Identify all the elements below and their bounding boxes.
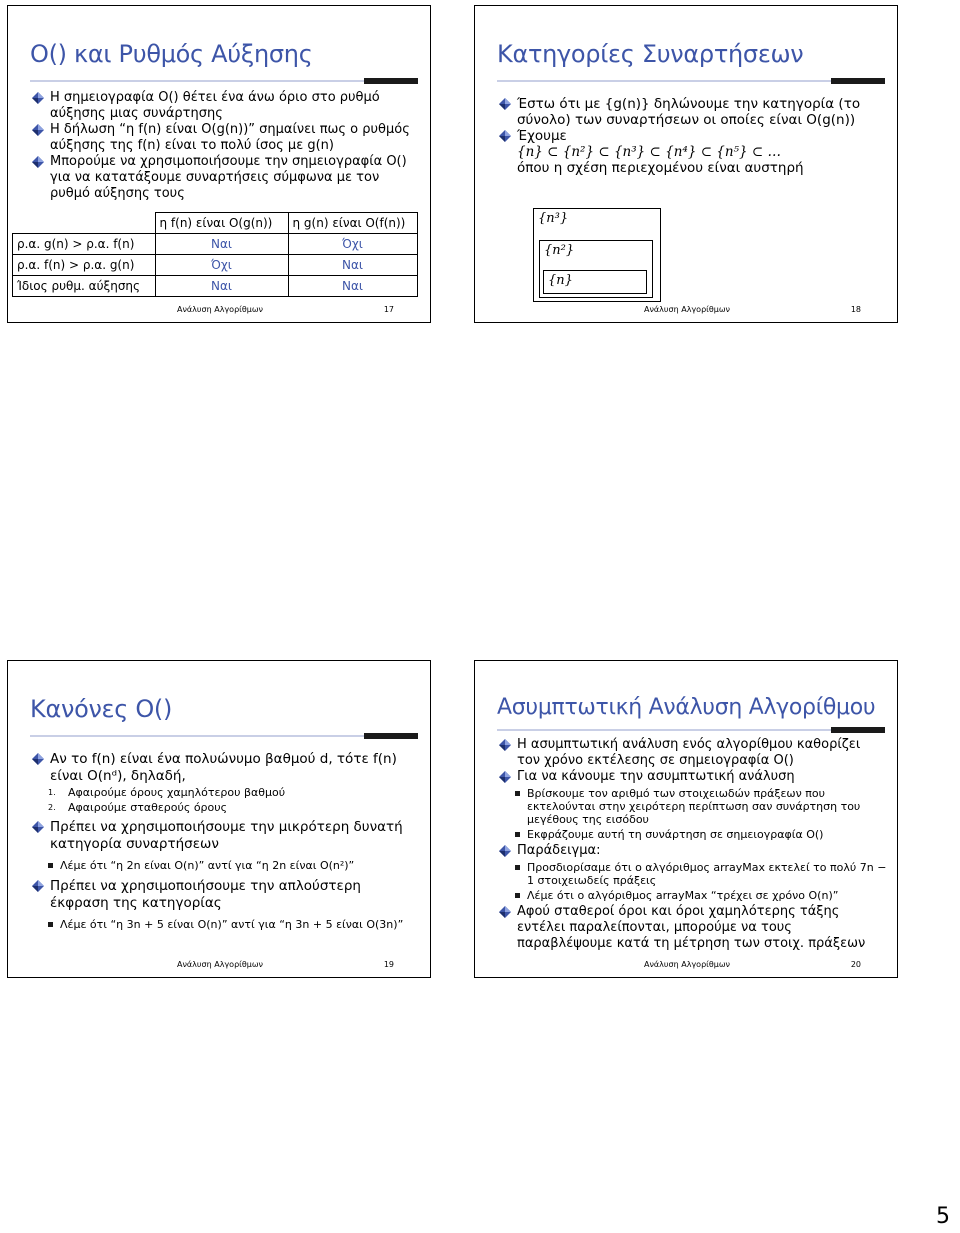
numbered-item: 2. Αφαιρούμε σταθερούς όρους [48,801,228,814]
slide-body [30,90,420,202]
bullet: Πρέπει να χρησιμοποιήσουμε την μικρότερη δυνατή κατηγορία συναρτήσεων [30,819,420,853]
sub-bullet: Εκφράζουμε αυτή τη συνάρτηση σε σημειογραφία O() [477,828,887,841]
slide-number: 17 [383,305,394,314]
slide-footer: Ανάλυση Αλγορίθμων [176,960,264,969]
set-n2-box: {n²} [539,240,653,298]
bullet: Αν το f(n) είναι ένα πολυώνυμο βαθμού d, τότε f(n) είναι O(nᵈ), δηλαδή, [30,751,420,785]
sub-bullet: Βρίσκουμε τον αριθμό των στοιχειωδών πράξεων που εκτελούνται στην χειρότερη περίπτωση σαν συνάρτηση του μεγέθους της εισόδου [477,787,887,826]
diamond-bullet-icon [499,906,511,918]
slide-number: 18 [850,305,861,314]
set-inclusion-chain: {n} ⊂ {n²} ⊂ {n³} ⊂ {n⁴} ⊂ {n⁵} ⊂ … [517,144,781,160]
bullet: Η δήλωση “η f(n) είναι O(g(n))” σημαίνει πως ο ρυθμός αύξησης της f(n) είναι το πολύ ίσος με g(n) [30,122,420,154]
diamond-bullet-icon [32,92,44,104]
slide-footer: Ανάλυση Αλγορίθμων [643,305,731,314]
title-underline [30,735,418,737]
square-bullet-icon [515,791,520,796]
slide-body [497,737,887,952]
bullet: Η ασυμπτωτική ανάλυση ενός αλγορίθμου καθορίζει τον χρόνο εκτέλεσης σε σημειογραφία O() [497,737,887,769]
bullet: Παράδειγμα: [497,843,887,859]
diamond-bullet-icon [499,739,511,751]
title-underline [30,80,418,82]
bullet: Πρέπει να χρησιμοποιήσουμε την απλούστερη έκφραση της κατηγορίας [30,878,420,912]
table-row: ρ.α. f(n) > ρ.α. g(n) Όχι Ναι [13,255,418,276]
diamond-bullet-icon [32,156,44,168]
slide-number: 20 [850,960,861,969]
slide-body [30,751,420,933]
slide-footer: Ανάλυση Αλγορίθμων [176,305,264,314]
sub-bullet: Λέμε ότι “η 2n είναι O(n)” αντί για “η 2n είναι O(n²)” [10,859,420,872]
slide-title: Ασυμπτωτική Ανάλυση Αλγορίθμου [497,695,876,720]
table-header-cell: η g(n) είναι O(f(n)) [288,213,417,234]
bullet: Μπορούμε να χρησιμοποιήσουμε την σημειογραφία O() για να κατατάξουμε συναρτήσεις σύμφωνα με τον ρυθμό αύξησης τους [30,154,420,202]
diamond-bullet-icon [499,130,511,142]
slide-number: 19 [383,960,394,969]
slide-title: O() και Ρυθμός Αύξησης [30,40,313,68]
bullet: Έστω ότι με {g(n)} δηλώνουμε την κατηγορία (το σύνολο) των συναρτήσεων οι οποίες είναι O(g(n)) [497,96,887,128]
diamond-bullet-icon [499,771,511,783]
diamond-bullet-icon [499,845,511,857]
diamond-bullet-icon [32,821,44,833]
numbered-item: 1. Αφαιρούμε όρους χαμηλότερου βαθμού [48,786,286,799]
bullet: Αφού σταθεροί όροι και όροι χαμηλότερης τάξης εντέλει παραλείπονται, μπορούμε να τους παραβλέψουμε κατά τη μέτρηση των στοιχ. πράξεων [497,904,887,952]
table-header-row [13,213,418,234]
diamond-bullet-icon [499,98,511,110]
slide-18 [474,5,898,323]
strict-inclusion-note: όπου η σχέση περιεχομένου είναι αυστηρή [517,160,804,176]
slide-body [497,96,887,176]
set-n-box: {n} [543,270,647,294]
diamond-bullet-icon [32,124,44,136]
sub-bullet: Προσδιορίσαμε ότι ο αλγόριθμος arrayMax εκτελεί το πολύ 7n − 1 στοιχειωδείς πράξεις [477,861,887,887]
bullet: Η σημειογραφία O() θέτει ένα άνω όριο στο ρυθμό αύξησης μιας συνάρτησης [30,90,420,122]
square-bullet-icon [515,893,520,898]
sub-bullet: Λέμε ότι “η 3n + 5 είναι O(n)” αντί για “η 3n + 5 είναι O(3n)” [10,918,420,931]
table-header-cell: η f(n) είναι O(g(n)) [155,213,288,234]
page-number: 5 [936,1204,950,1229]
table-row: ρ.α. g(n) > ρ.α. f(n) Ναι Όχι [13,234,418,255]
square-bullet-icon [48,922,53,927]
sub-bullet: Λέμε ότι ο αλγόριθμος arrayMax “τρέχει σε χρόνο O(n)” [477,889,887,902]
diamond-bullet-icon [32,880,44,892]
slide-17 [7,5,431,323]
comparison-table [12,212,418,297]
slide-footer: Ανάλυση Αλγορίθμων [643,960,731,969]
square-bullet-icon [515,832,520,837]
bullet: Για να κάνουμε την ασυμπτωτική ανάλυση [497,769,887,785]
diamond-bullet-icon [32,753,44,765]
slide-title: Κανόνες O() [30,695,173,723]
slide-title: Κατηγορίες Συναρτήσεων [497,40,804,68]
slide-19 [7,660,431,978]
square-bullet-icon [515,865,520,870]
title-underline [497,80,885,82]
square-bullet-icon [48,863,53,868]
bullet: Έχουμε [497,128,887,144]
slide-20 [474,660,898,978]
set-n3-box: {n³} [533,208,661,302]
table-row: Ίδιος ρυθμ. αύξησης Ναι Ναι [13,276,418,297]
title-underline [497,729,885,731]
